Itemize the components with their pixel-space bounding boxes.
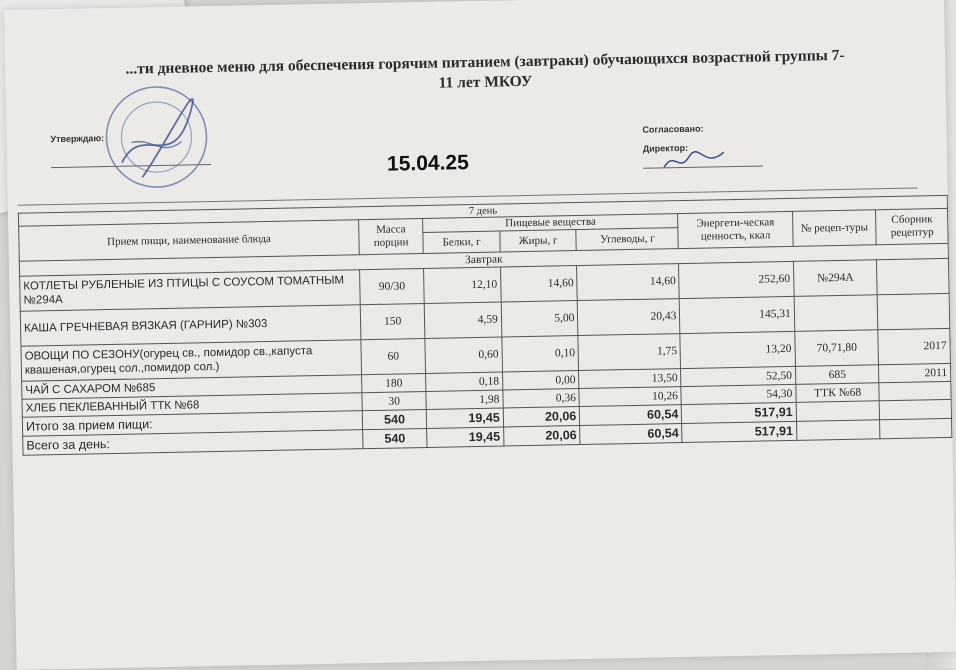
meal-total-mass: 540 — [362, 409, 427, 429]
dish-energy: 252,60 — [679, 261, 794, 298]
header-recipe: № рецеп-туры — [792, 210, 876, 247]
dish-energy: 145,31 — [680, 296, 795, 333]
dish-protein: 1,98 — [426, 390, 503, 409]
dish-mass: 30 — [362, 391, 427, 410]
day-total-label: Всего за день: — [23, 430, 363, 456]
dish-protein: 0,18 — [426, 372, 503, 391]
day-total-fat: 20,06 — [503, 426, 580, 446]
header-fat: Жиры, г — [500, 230, 577, 252]
dish-recipe: ТТК №68 — [796, 383, 880, 403]
dish-collection: 2011 — [879, 363, 951, 382]
day-total-carbs: 60,54 — [580, 424, 682, 445]
header-carbs: Углеводы, г — [576, 228, 678, 251]
dish-recipe: 685 — [795, 365, 879, 385]
dish-carbs: 1,75 — [578, 334, 681, 371]
director-label: Директор: — [642, 142, 689, 154]
dish-protein: 12,10 — [424, 267, 501, 303]
dish-recipe — [794, 295, 878, 332]
day-total-protein: 19,45 — [427, 427, 504, 447]
stamp-seal-icon — [100, 81, 212, 193]
agreed-label: Согласовано: — [642, 123, 704, 135]
header-protein: Белки, г — [423, 231, 500, 253]
menu-date: 15.04.25 — [386, 151, 469, 176]
dish-energy: 52,50 — [681, 366, 796, 386]
dish-energy: 13,20 — [680, 331, 795, 368]
header-collection: Сборник рецептур — [876, 208, 948, 244]
dish-fat: 0,10 — [502, 336, 579, 372]
header-mass: Масса порции — [359, 218, 424, 254]
header-energy: Энергети-ческая ценность, ккал — [678, 211, 793, 248]
section-label: Завтрак — [19, 243, 948, 276]
meal-total-protein: 19,45 — [426, 408, 503, 428]
dish-fat: 0,36 — [503, 389, 580, 408]
dish-name: ЧАЙ С САХАРОМ №685 — [22, 375, 362, 400]
dish-protein: 0,60 — [425, 337, 502, 373]
dish-carbs: 10,26 — [579, 387, 681, 407]
header-nutrients: Пищевые вещества — [423, 214, 678, 233]
day-label: 7 день — [18, 195, 947, 226]
dish-mass: 150 — [360, 303, 425, 339]
director-signature-icon — [659, 144, 730, 175]
dish-mass: 60 — [361, 338, 426, 374]
dish-carbs: 14,60 — [577, 264, 680, 301]
approve-label: Утверждаю: — [50, 133, 105, 145]
title-line-2: 11 лет МКОУ — [438, 72, 533, 92]
dish-name: ОВОЩИ ПО СЕЗОНУ(огурец св., помидор св.,капуста квашеная,огурец сол.,помидор сол.) — [21, 340, 362, 382]
dish-fat: 5,00 — [501, 301, 578, 337]
menu-document — [4, 0, 956, 670]
title-line-1: ...ти дневное меню для обеспечения горячим питанием (завтраки) обучающихся возрастной группы 7- — [125, 46, 845, 78]
header-meal: Прием пищи, наименование блюда — [19, 220, 360, 262]
dish-fat: 0,00 — [502, 371, 579, 390]
meal-total-label: Итого за прием пищи: — [22, 411, 362, 437]
dish-collection — [878, 293, 950, 329]
meal-total-carbs: 60,54 — [580, 405, 682, 426]
dish-collection — [879, 381, 951, 400]
meal-total-energy: 517,91 — [682, 402, 797, 423]
dish-mass: 180 — [362, 373, 427, 392]
dish-carbs: 20,43 — [578, 299, 681, 336]
menu-table — [18, 195, 952, 456]
dish-mass: 90/30 — [359, 268, 424, 304]
dish-collection: 2017 — [878, 328, 950, 364]
dish-collection — [877, 258, 949, 294]
dish-name: КОТЛЕТЫ РУБЛЕНЫЕ ИЗ ПТИЦЫ С СОУСОМ ТОМАТНЫМ №294А — [20, 270, 361, 312]
day-total-mass: 540 — [363, 428, 428, 448]
dish-energy: 54,30 — [681, 384, 796, 404]
dish-name: КАША ГРЕЧНЕВАЯ ВЯЗКАЯ (ГАРНИР) №303 — [20, 305, 361, 347]
dish-carbs: 13,50 — [579, 369, 681, 389]
meal-total-fat: 20,06 — [503, 407, 580, 427]
dish-recipe: №294А — [793, 260, 877, 297]
dish-fat: 14,60 — [500, 266, 577, 302]
dish-protein: 4,59 — [424, 302, 501, 338]
day-total-energy: 517,91 — [682, 421, 797, 442]
dish-name: ХЛЕБ ПЕКЛЕВАННЫЙ ТТК №68 — [22, 393, 362, 418]
dish-recipe: 70,71,80 — [795, 330, 879, 367]
